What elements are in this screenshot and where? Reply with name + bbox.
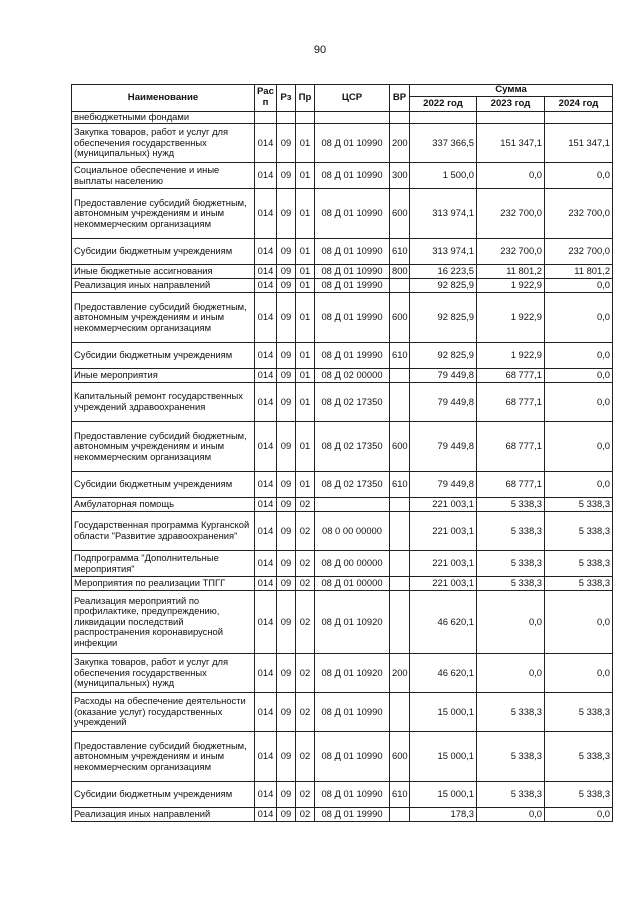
cell-2024: 5 338,3 <box>545 512 613 551</box>
table-row <box>72 808 613 822</box>
cell-ras: 014 <box>255 577 277 591</box>
cell-2023: 5 338,3 <box>477 693 545 732</box>
cell-rz: 09 <box>277 498 296 512</box>
cell-rz: 09 <box>277 124 296 163</box>
cell-name: Государственная программа Курганской области "Развитие здравоохранения" <box>72 512 255 551</box>
cell-name: Субсидии бюджетным учреждениям <box>72 472 255 498</box>
cell-pr: 02 <box>296 551 315 577</box>
cell-vr <box>390 498 410 512</box>
cell-2024: 5 338,3 <box>545 732 613 782</box>
cell-vr: 300 <box>390 163 410 189</box>
cell-2022: 178,3 <box>410 808 477 822</box>
cell-2024: 151 347,1 <box>545 124 613 163</box>
cell-vr: 200 <box>390 654 410 693</box>
cell-2024: 5 338,3 <box>545 498 613 512</box>
cell-2023: 1 922,9 <box>477 279 545 293</box>
cell-vr: 600 <box>390 422 410 472</box>
cell-csr: 08 Д 02 17350 <box>315 472 390 498</box>
cell-2023: 68 777,1 <box>477 369 545 383</box>
table-row <box>72 265 613 279</box>
table-row <box>72 693 613 732</box>
cell-vr <box>390 808 410 822</box>
cell-ras: 014 <box>255 551 277 577</box>
cell-csr: 08 Д 01 00000 <box>315 577 390 591</box>
cell-ras: 014 <box>255 279 277 293</box>
cell-2023: 5 338,3 <box>477 782 545 808</box>
header-ras <box>255 85 277 112</box>
cell-rz: 09 <box>277 189 296 239</box>
cell-ras: 014 <box>255 369 277 383</box>
cell-2023: 68 777,1 <box>477 383 545 422</box>
cell-2022: 92 825,9 <box>410 279 477 293</box>
cell-2024: 0,0 <box>545 472 613 498</box>
cell-vr <box>390 369 410 383</box>
cell-csr: 08 Д 01 10990 <box>315 265 390 279</box>
cell-rz: 09 <box>277 782 296 808</box>
cell-vr: 600 <box>390 189 410 239</box>
cell-vr <box>390 577 410 591</box>
table-row <box>72 654 613 693</box>
table-row <box>72 551 613 577</box>
cell-2022: 46 620,1 <box>410 591 477 654</box>
cell-rz: 09 <box>277 577 296 591</box>
cell-pr: 02 <box>296 591 315 654</box>
cell-pr: 01 <box>296 293 315 343</box>
cell-ras: 014 <box>255 591 277 654</box>
cell-rz: 09 <box>277 654 296 693</box>
cell-csr: 08 Д 01 10990 <box>315 239 390 265</box>
cell-2022: 46 620,1 <box>410 654 477 693</box>
header-csr: ЦСР <box>315 85 390 112</box>
cell-vr: 610 <box>390 343 410 369</box>
table-row <box>72 369 613 383</box>
cell-rz: 09 <box>277 239 296 265</box>
cell-ras: 014 <box>255 472 277 498</box>
header-name: Наименование <box>72 85 255 112</box>
cell-rz: 09 <box>277 732 296 782</box>
header-rz: Рз <box>277 85 296 112</box>
table-row <box>72 472 613 498</box>
table-row <box>72 239 613 265</box>
cell-ras: 014 <box>255 124 277 163</box>
cell-rz: 09 <box>277 693 296 732</box>
cell-vr: 600 <box>390 732 410 782</box>
cell-pr: 01 <box>296 124 315 163</box>
cell-2023: 0,0 <box>477 163 545 189</box>
cell-2022: 221 003,1 <box>410 577 477 591</box>
cell-ras: 014 <box>255 782 277 808</box>
cell-2024: 0,0 <box>545 591 613 654</box>
cell-pr: 01 <box>296 189 315 239</box>
cell-2024: 0,0 <box>545 343 613 369</box>
cell-name: Субсидии бюджетным учреждениям <box>72 343 255 369</box>
cell-csr <box>315 112 390 124</box>
cell-pr: 01 <box>296 422 315 472</box>
cell-ras: 014 <box>255 383 277 422</box>
cell-2022: 221 003,1 <box>410 512 477 551</box>
cell-vr <box>390 112 410 124</box>
cell-name: Реализация мероприятий по профилактике, предупреждению, ликвидации последствий распространения коронавирусной инфекции <box>72 591 255 654</box>
cell-2024: 5 338,3 <box>545 577 613 591</box>
cell-ras: 014 <box>255 693 277 732</box>
cell-2023: 0,0 <box>477 591 545 654</box>
cell-csr: 08 Д 01 10920 <box>315 591 390 654</box>
header-vr: ВР <box>390 85 410 112</box>
cell-ras: 014 <box>255 422 277 472</box>
table-row <box>72 512 613 551</box>
cell-vr <box>390 512 410 551</box>
cell-csr: 08 0 00 00000 <box>315 512 390 551</box>
cell-name: Мероприятия по реализации ТПГГ <box>72 577 255 591</box>
cell-vr <box>390 383 410 422</box>
cell-2024: 5 338,3 <box>545 551 613 577</box>
cell-2022: 1 500,0 <box>410 163 477 189</box>
cell-name: Предоставление субсидий бюджетным, автономным учреждениям и иным некоммерческим организациям <box>72 732 255 782</box>
cell-pr: 02 <box>296 577 315 591</box>
cell-csr: 08 Д 00 00000 <box>315 551 390 577</box>
cell-2023: 5 338,3 <box>477 512 545 551</box>
cell-pr: 01 <box>296 279 315 293</box>
table-row <box>72 189 613 239</box>
cell-2024: 5 338,3 <box>545 693 613 732</box>
cell-name: Амбулаторная помощь <box>72 498 255 512</box>
header-pr: Пр <box>296 85 315 112</box>
cell-csr: 08 Д 01 10920 <box>315 654 390 693</box>
cell-2024: 0,0 <box>545 163 613 189</box>
cell-name: Предоставление субсидий бюджетным, автономным учреждениям и иным некоммерческим организациям <box>72 422 255 472</box>
cell-name: Иные мероприятия <box>72 369 255 383</box>
cell-pr: 02 <box>296 808 315 822</box>
cell-2023: 68 777,1 <box>477 472 545 498</box>
cell-2022: 221 003,1 <box>410 551 477 577</box>
cell-name: Расходы на обеспечение деятельности (оказание услуг) государственных учреждений <box>72 693 255 732</box>
cell-ras: 014 <box>255 189 277 239</box>
cell-vr: 600 <box>390 293 410 343</box>
cell-rz: 09 <box>277 422 296 472</box>
cell-pr: 01 <box>296 369 315 383</box>
cell-csr: 08 Д 01 19990 <box>315 293 390 343</box>
cell-2023: 0,0 <box>477 654 545 693</box>
cell-name: внебюджетными фондами <box>72 112 255 124</box>
cell-pr <box>296 112 315 124</box>
cell-ras: 014 <box>255 239 277 265</box>
cell-2023: 5 338,3 <box>477 577 545 591</box>
cell-name: Подпрограмма "Дополнительные мероприятия" <box>72 551 255 577</box>
cell-2022: 92 825,9 <box>410 343 477 369</box>
cell-pr: 01 <box>296 265 315 279</box>
cell-2023: 1 922,9 <box>477 293 545 343</box>
cell-rz: 09 <box>277 343 296 369</box>
cell-vr: 610 <box>390 239 410 265</box>
header-ras-line2: п <box>262 97 269 108</box>
cell-2023: 68 777,1 <box>477 422 545 472</box>
table-row <box>72 422 613 472</box>
cell-ras <box>255 112 277 124</box>
cell-pr: 01 <box>296 472 315 498</box>
header-sum: Сумма <box>410 85 613 97</box>
cell-csr: 08 Д 01 19990 <box>315 808 390 822</box>
cell-pr: 01 <box>296 383 315 422</box>
cell-2022: 16 223,5 <box>410 265 477 279</box>
cell-csr: 08 Д 01 10990 <box>315 782 390 808</box>
table-row <box>72 279 613 293</box>
cell-csr: 08 Д 01 10990 <box>315 189 390 239</box>
table-row <box>72 732 613 782</box>
table-row <box>72 498 613 512</box>
cell-csr: 08 Д 01 10990 <box>315 163 390 189</box>
cell-2022: 79 449,8 <box>410 383 477 422</box>
page-number: 90 <box>313 44 327 56</box>
cell-2022: 79 449,8 <box>410 422 477 472</box>
cell-2024 <box>545 112 613 124</box>
cell-2023 <box>477 112 545 124</box>
cell-rz: 09 <box>277 808 296 822</box>
cell-rz: 09 <box>277 551 296 577</box>
cell-vr <box>390 279 410 293</box>
cell-csr <box>315 498 390 512</box>
cell-pr: 02 <box>296 693 315 732</box>
cell-2023: 5 338,3 <box>477 498 545 512</box>
cell-2024: 0,0 <box>545 369 613 383</box>
cell-csr: 08 Д 01 10990 <box>315 693 390 732</box>
cell-2024: 0,0 <box>545 293 613 343</box>
cell-2022: 313 974,1 <box>410 239 477 265</box>
cell-2023: 232 700,0 <box>477 189 545 239</box>
cell-ras: 014 <box>255 163 277 189</box>
cell-2023: 1 922,9 <box>477 343 545 369</box>
cell-2022 <box>410 112 477 124</box>
cell-ras: 014 <box>255 265 277 279</box>
header-year-2022: 2022 год <box>410 97 477 112</box>
cell-2024: 0,0 <box>545 383 613 422</box>
header-ras-line1: Рас <box>257 86 274 98</box>
cell-name: Реализация иных направлений <box>72 279 255 293</box>
cell-name: Субсидии бюджетным учреждениям <box>72 239 255 265</box>
cell-pr: 01 <box>296 343 315 369</box>
cell-2023: 151 347,1 <box>477 124 545 163</box>
table-row <box>72 591 613 654</box>
cell-ras: 014 <box>255 343 277 369</box>
cell-name: Субсидии бюджетным учреждениям <box>72 782 255 808</box>
cell-2022: 337 366,5 <box>410 124 477 163</box>
cell-csr: 08 Д 02 00000 <box>315 369 390 383</box>
cell-rz: 09 <box>277 512 296 551</box>
cell-pr: 02 <box>296 782 315 808</box>
cell-2022: 79 449,8 <box>410 369 477 383</box>
table-row <box>72 577 613 591</box>
table-row <box>72 112 613 124</box>
cell-rz: 09 <box>277 369 296 383</box>
cell-vr: 200 <box>390 124 410 163</box>
cell-vr: 800 <box>390 265 410 279</box>
cell-rz: 09 <box>277 383 296 422</box>
cell-rz: 09 <box>277 279 296 293</box>
cell-csr: 08 Д 02 17350 <box>315 422 390 472</box>
table-row <box>72 383 613 422</box>
cell-2022: 221 003,1 <box>410 498 477 512</box>
cell-2024: 0,0 <box>545 808 613 822</box>
cell-2024: 11 801,2 <box>545 265 613 279</box>
cell-2022: 79 449,8 <box>410 472 477 498</box>
cell-2024: 0,0 <box>545 279 613 293</box>
cell-pr: 02 <box>296 732 315 782</box>
cell-name: Социальное обеспечение и иные выплаты населению <box>72 163 255 189</box>
cell-rz: 09 <box>277 293 296 343</box>
cell-csr: 08 Д 02 17350 <box>315 383 390 422</box>
cell-name: Предоставление субсидий бюджетным, автономным учреждениям и иным некоммерческим организациям <box>72 293 255 343</box>
header-year-2024: 2024 год <box>545 97 613 112</box>
cell-vr <box>390 693 410 732</box>
cell-name: Закупка товаров, работ и услуг для обеспечения государственных (муниципальных) нужд <box>72 654 255 693</box>
cell-vr: 610 <box>390 782 410 808</box>
cell-rz: 09 <box>277 591 296 654</box>
cell-ras: 014 <box>255 512 277 551</box>
cell-csr: 08 Д 01 10990 <box>315 124 390 163</box>
cell-pr: 01 <box>296 163 315 189</box>
cell-2022: 92 825,9 <box>410 293 477 343</box>
table-row <box>72 782 613 808</box>
cell-2022: 313 974,1 <box>410 189 477 239</box>
cell-2022: 15 000,1 <box>410 693 477 732</box>
cell-rz <box>277 112 296 124</box>
table-row <box>72 293 613 343</box>
budget-table <box>71 84 613 822</box>
cell-2024: 0,0 <box>545 654 613 693</box>
cell-2024: 5 338,3 <box>545 782 613 808</box>
cell-2023: 5 338,3 <box>477 551 545 577</box>
cell-vr <box>390 551 410 577</box>
table-row <box>72 343 613 369</box>
cell-name: Предоставление субсидий бюджетным, автономным учреждениям и иным некоммерческим организациям <box>72 189 255 239</box>
header-year-2023: 2023 год <box>477 97 545 112</box>
cell-name: Реализация иных направлений <box>72 808 255 822</box>
cell-ras: 014 <box>255 498 277 512</box>
cell-csr: 08 Д 01 19990 <box>315 279 390 293</box>
cell-rz: 09 <box>277 163 296 189</box>
cell-2024: 0,0 <box>545 422 613 472</box>
cell-pr: 02 <box>296 512 315 551</box>
cell-2023: 232 700,0 <box>477 239 545 265</box>
cell-ras: 014 <box>255 732 277 782</box>
table-header <box>72 85 613 112</box>
cell-ras: 014 <box>255 293 277 343</box>
cell-pr: 02 <box>296 654 315 693</box>
table-row <box>72 124 613 163</box>
cell-2023: 5 338,3 <box>477 732 545 782</box>
cell-2024: 232 700,0 <box>545 239 613 265</box>
cell-rz: 09 <box>277 265 296 279</box>
table-body <box>72 112 613 822</box>
cell-pr: 01 <box>296 239 315 265</box>
cell-csr: 08 Д 01 10990 <box>315 732 390 782</box>
cell-name: Иные бюджетные ассигнования <box>72 265 255 279</box>
cell-csr: 08 Д 01 19990 <box>315 343 390 369</box>
table-row <box>72 163 613 189</box>
cell-ras: 014 <box>255 654 277 693</box>
cell-2022: 15 000,1 <box>410 732 477 782</box>
cell-name: Капитальный ремонт государственных учреждений здравоохранения <box>72 383 255 422</box>
cell-pr: 02 <box>296 498 315 512</box>
cell-ras: 014 <box>255 808 277 822</box>
cell-2024: 232 700,0 <box>545 189 613 239</box>
cell-vr: 610 <box>390 472 410 498</box>
cell-2023: 0,0 <box>477 808 545 822</box>
cell-2022: 15 000,1 <box>410 782 477 808</box>
cell-rz: 09 <box>277 472 296 498</box>
cell-2023: 11 801,2 <box>477 265 545 279</box>
cell-name: Закупка товаров, работ и услуг для обеспечения государственных (муниципальных) нужд <box>72 124 255 163</box>
cell-vr <box>390 591 410 654</box>
